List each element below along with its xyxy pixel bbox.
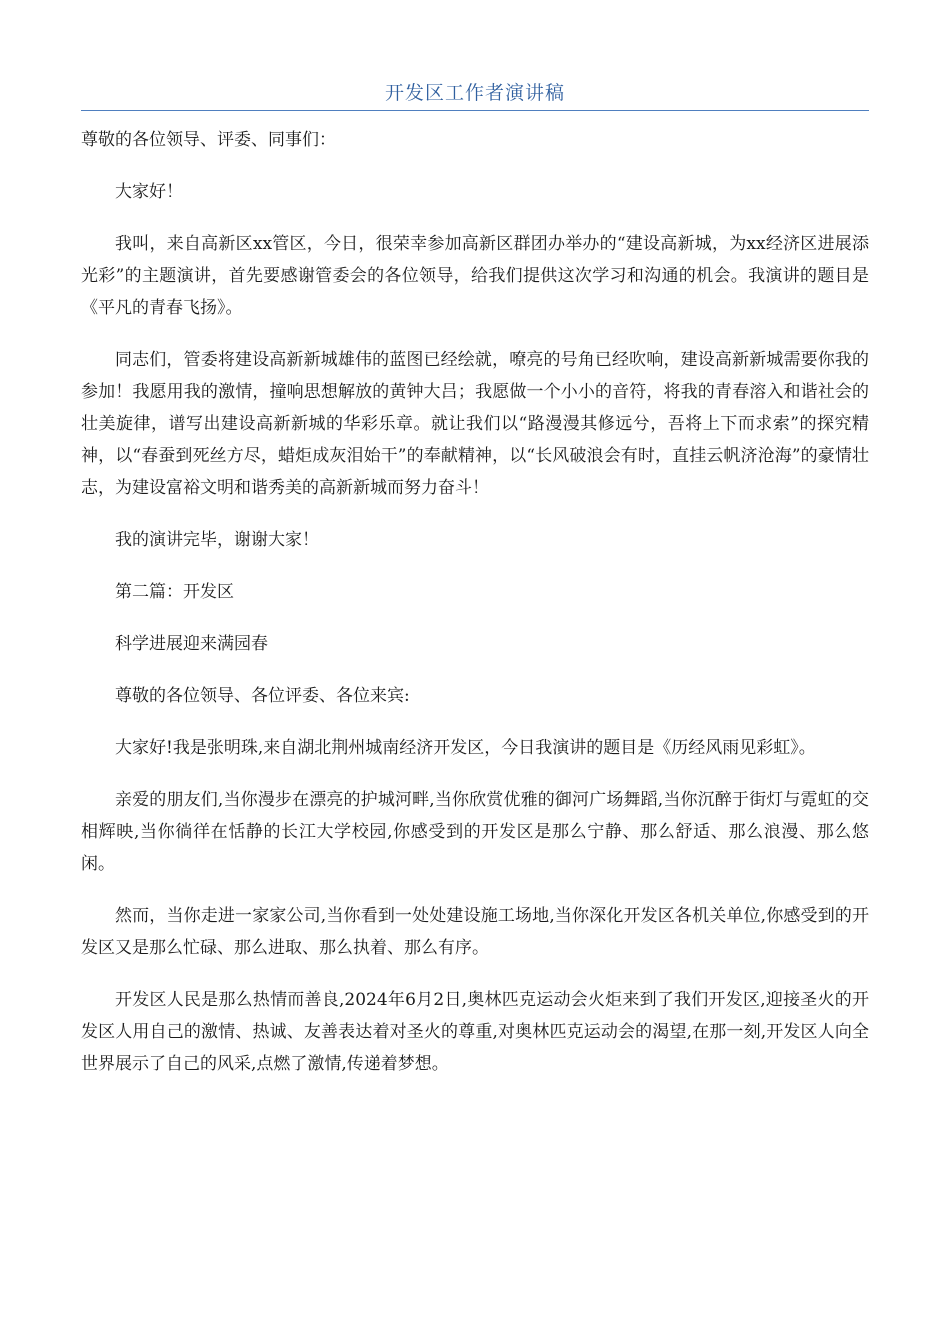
- closing-paragraph: 我的演讲完毕，谢谢大家！: [115, 530, 319, 550]
- body-paragraph-4: 开发区人民是那么热情而善良,2024年6月2日,奥林匹克运动会火炬来到了我们开发区,迎接圣火的开发区人用自己的激情、热诚、友善表达着对圣火的尊重,对奥林匹克运动会的渴望,在那一刻,开发区人向全世界展示了自己的风采,点燃了激情,传递着梦想。: [81, 990, 869, 1074]
- speech-title: 科学进展迎来满园春: [115, 634, 268, 654]
- body-paragraph-3: 然而，当你走进一家家公司,当你看到一处处建设施工场地,当你深化开发区各机关单位,你感受到的开发区又是那么忙碌、那么进取、那么执着、那么有序。: [81, 906, 869, 958]
- document-body: [81, 124, 869, 1100]
- body-paragraph-2: 亲爱的朋友们,当你漫步在漂亮的护城河畔,当你欣赏优雅的御河广场舞蹈,当你沉醉于街灯与霓虹的交相辉映,当你徜徉在恬静的长江大学校园,你感受到的开发区是那么宁静、那么舒适、那么浪漫、那么悠闲。: [81, 790, 869, 874]
- salutation-paragraph-2: 尊敬的各位领导、各位评委、各位来宾:: [115, 686, 410, 706]
- body-paragraph: 同志们，管委将建设高新新城雄伟的蓝图已经绘就，嘹亮的号角已经吹响，建设高新新城需要你我的参加！我愿用我的激情，撞响思想解放的黄钟大吕；我愿做一个小小的音符，将我的青春溶入和谐社会的壮美旋律，谱写出建设高新新城的华彩乐章。就让我们以“路漫漫其修远兮，吾将上下而求索”的探究精神，以“春蚕到死丝方尽，蜡炬成灰泪始干”的奉献精神，以“长风破浪会有时，直挂云帆济沧海”的豪情壮志，为建设富裕文明和谐秀美的高新新城而努力奋斗！: [81, 350, 869, 498]
- salutation-paragraph: 尊敬的各位领导、评委、同事们：: [81, 130, 336, 150]
- section-heading: 第二篇：开发区: [115, 582, 234, 602]
- greeting-paragraph: 大家好！: [115, 182, 183, 202]
- document-title: 开发区工作者演讲稿: [384, 82, 565, 104]
- greeting-paragraph-2: 大家好!我是张明珠,来自湖北荆州城南经济开发区，今日我演讲的题目是《历经风雨见彩虹》。: [115, 738, 816, 758]
- intro-paragraph: 我叫，来自高新区xx管区，今日，很荣幸参加高新区群团办举办的“建设高新城，为xx经济区进展添光彩”的主题演讲，首先要感谢管委会的各位领导，给我们提供这次学习和沟通的机会。我演讲的题目是《平凡的青春飞扬》。: [81, 234, 869, 318]
- document-header: [81, 78, 869, 111]
